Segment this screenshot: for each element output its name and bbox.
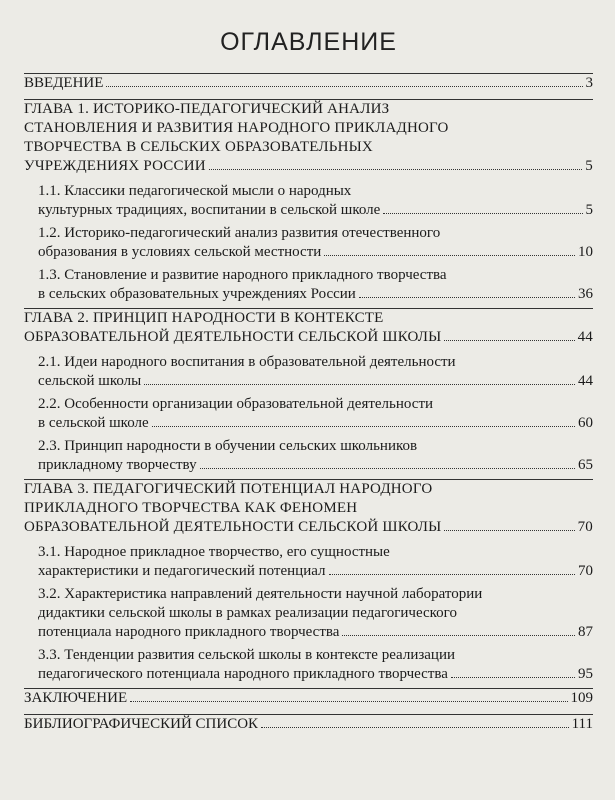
toc-entry-text: ГЛАВА 1. ИСТОРИКО-ПЕДАГОГИЧЕСКИЙ АНАЛИЗ (24, 101, 390, 117)
toc-entry-text: ОБРАЗОВАТЕЛЬНОЙ ДЕЯТЕЛЬНОСТИ СЕЛЬСКОЙ ШКОЛЫ (24, 329, 442, 345)
dot-leader (152, 426, 575, 427)
dot-leader (130, 701, 567, 702)
toc-entry-text: БИБЛИОГРАФИЧЕСКИЙ СПИСОК (24, 716, 259, 732)
toc-entry-text: сельской школы (38, 373, 142, 389)
page-number: 70 (578, 563, 593, 579)
table-of-contents (24, 73, 593, 740)
toc-subsection-entry[interactable] (24, 646, 593, 684)
page-number: 60 (578, 415, 593, 431)
toc-subsection-entry[interactable] (24, 224, 593, 262)
toc-entry-text: ГЛАВА 3. ПЕДАГОГИЧЕСКИЙ ПОТЕНЦИАЛ НАРОДНОГО (24, 481, 433, 497)
dot-leader (451, 677, 575, 678)
toc-subsection-entry[interactable] (24, 437, 593, 475)
toc-entry-text: дидактики сельской школы в рамках реализации педагогического (38, 605, 457, 621)
toc-entry-text: ОБРАЗОВАТЕЛЬНОЙ ДЕЯТЕЛЬНОСТИ СЕЛЬСКОЙ ШКОЛЫ (24, 519, 442, 535)
toc-entry-text: характеристики и педагогический потенциал (38, 563, 326, 579)
toc-entry-text: в сельской школе (38, 415, 149, 431)
toc-subsection-entry[interactable] (24, 353, 593, 391)
toc-subsection-entry[interactable] (24, 543, 593, 581)
toc-entry-text: 3.3. Тенденции развития сельской школы в контексте реализации (38, 647, 456, 663)
toc-entry-text: 2.3. Принцип народности в обучении сельских школьников (38, 438, 418, 454)
page-number: 87 (578, 624, 593, 640)
page-number: 70 (577, 519, 593, 535)
dot-leader (324, 255, 575, 256)
page-title: ОГЛАВЛЕНИЕ (220, 28, 397, 56)
toc-entry-text: 1.1. Классики педагогической мысли о народных (38, 183, 352, 199)
toc-subsection-entry[interactable] (24, 182, 593, 220)
toc-entry-text: 1.2. Историко-педагогический анализ развития отечественного (38, 225, 441, 241)
toc-entry-text: прикладному творчеству (38, 457, 197, 473)
toc-entry-text: потенциала народного прикладного творчества (38, 624, 340, 640)
page-number: 95 (578, 666, 593, 682)
page-number: 109 (570, 690, 593, 706)
dot-leader (342, 635, 575, 636)
toc-entry-text: ВВЕДЕНИЕ (24, 75, 104, 91)
toc-entry[interactable] (24, 689, 593, 708)
toc-subsection-entry[interactable] (24, 266, 593, 304)
dot-leader (200, 468, 575, 469)
dot-leader (106, 86, 582, 87)
dot-leader (144, 384, 575, 385)
dot-leader (359, 297, 575, 298)
page-number: 44 (578, 373, 593, 389)
dot-leader (209, 169, 583, 170)
toc-entry-text: ГЛАВА 2. ПРИНЦИП НАРОДНОСТИ В КОНТЕКСТЕ (24, 310, 384, 326)
page-number: 111 (571, 716, 593, 732)
toc-entry-text: ЗАКЛЮЧЕНИЕ (24, 690, 128, 706)
toc-entry-text: 2.1. Идеи народного воспитания в образовательной деятельности (38, 354, 456, 370)
page-number: 36 (578, 286, 593, 302)
toc-entry[interactable] (24, 715, 593, 734)
page-number: 3 (585, 75, 593, 91)
toc-entry[interactable] (24, 74, 593, 93)
dot-leader (383, 213, 582, 214)
toc-entry-text: образования в условиях сельской местности (38, 244, 322, 260)
page-number: 65 (578, 457, 593, 473)
toc-subsection-entry[interactable] (24, 585, 593, 642)
toc-chapter-entry[interactable] (24, 309, 593, 347)
page-number: 5 (585, 158, 593, 174)
page-number: 10 (578, 244, 593, 260)
toc-chapter-entry[interactable] (24, 480, 593, 537)
toc-chapter-entry[interactable] (24, 100, 593, 176)
toc-entry-text: ПРИКЛАДНОГО ТВОРЧЕСТВА КАК ФЕНОМЕН (24, 500, 358, 516)
dot-leader (329, 574, 576, 575)
toc-entry-text: 2.2. Особенности организации образовательной деятельности (38, 396, 434, 412)
page-number: 44 (577, 329, 593, 345)
toc-entry-text: ТВОРЧЕСТВА В СЕЛЬСКИХ ОБРАЗОВАТЕЛЬНЫХ (24, 139, 373, 155)
toc-entry-text: культурных традициях, воспитании в сельской школе (38, 202, 381, 218)
dot-leader (444, 530, 574, 531)
page-number: 5 (585, 202, 593, 218)
toc-entry-text: в сельских образовательных учреждениях России (38, 286, 356, 302)
toc-entry-text: СТАНОВЛЕНИЯ И РАЗВИТИЯ НАРОДНОГО ПРИКЛАДНОГО (24, 120, 449, 136)
toc-subsection-entry[interactable] (24, 395, 593, 433)
toc-entry-text: 3.2. Характеристика направлений деятельности научной лаборатории (38, 586, 483, 602)
dot-leader (444, 340, 574, 341)
toc-entry-text: педагогического потенциала народного прикладного творчества (38, 666, 448, 682)
dot-leader (261, 727, 569, 728)
toc-entry-text: 1.3. Становление и развитие народного прикладного творчества (38, 267, 447, 283)
toc-entry-text: 3.1. Народное прикладное творчество, его сущностные (38, 544, 390, 560)
toc-entry-text: УЧРЕЖДЕНИЯХ РОССИИ (24, 158, 206, 174)
